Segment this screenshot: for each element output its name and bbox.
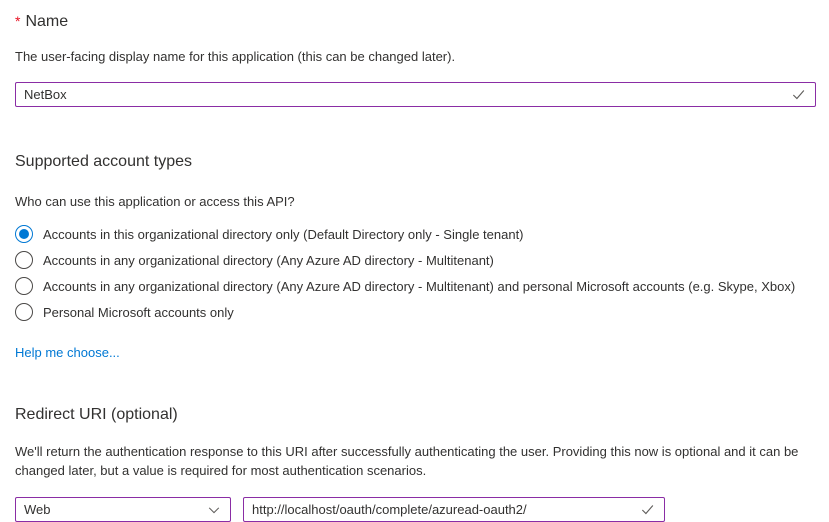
checkmark-icon (791, 87, 806, 102)
radio-option-1[interactable] (15, 247, 816, 273)
required-asterisk: * (15, 13, 21, 29)
radio-option-label: Accounts in any organizational directory (Any Azure AD directory - Multitenant) (43, 252, 494, 268)
account-types-radio-group (15, 221, 816, 325)
radio-icon[interactable] (15, 225, 33, 243)
help-me-choose-link[interactable]: Help me choose... (15, 345, 120, 360)
chevron-down-icon (207, 503, 221, 517)
account-types-section (15, 151, 816, 362)
name-input-field[interactable] (15, 82, 816, 107)
radio-option-0[interactable] (15, 221, 816, 247)
name-title-text: Name (25, 13, 69, 30)
account-types-title: Supported account types (15, 153, 193, 170)
redirect-uri-row (15, 497, 816, 522)
platform-select-value: Web (24, 502, 51, 517)
radio-option-label: Accounts in any organizational directory (Any Azure AD directory - Multitenant) and personal Microsoft accounts (e.g. Skype, Xbox) (43, 278, 796, 294)
redirect-uri-input-field[interactable] (243, 497, 665, 522)
radio-option-2[interactable] (15, 273, 816, 299)
radio-option-3[interactable] (15, 299, 816, 325)
redirect-uri-input[interactable] (244, 498, 640, 521)
radio-icon[interactable] (15, 277, 33, 295)
platform-select[interactable] (15, 497, 231, 522)
radio-icon[interactable] (15, 303, 33, 321)
checkmark-icon (640, 502, 655, 517)
redirect-uri-title: Redirect URI (optional) (15, 406, 178, 423)
redirect-uri-description: We'll return the authentication response to this URI after successfully authenticating the user. Providing this now is optional and it can be changed later, but a value is required for most authentication scenarios. (15, 444, 799, 478)
name-section-title (15, 10, 816, 33)
radio-option-label: Personal Microsoft accounts only (43, 304, 234, 320)
name-section (15, 10, 816, 107)
name-input[interactable] (16, 83, 791, 106)
account-types-question: Who can use this application or access this API? (15, 194, 295, 209)
radio-icon[interactable] (15, 251, 33, 269)
redirect-uri-section (15, 404, 816, 522)
radio-option-label: Accounts in this organizational directory only (Default Directory only - Single tenant) (43, 226, 524, 242)
name-description: The user-facing display name for this application (this can be changed later). (15, 49, 456, 64)
